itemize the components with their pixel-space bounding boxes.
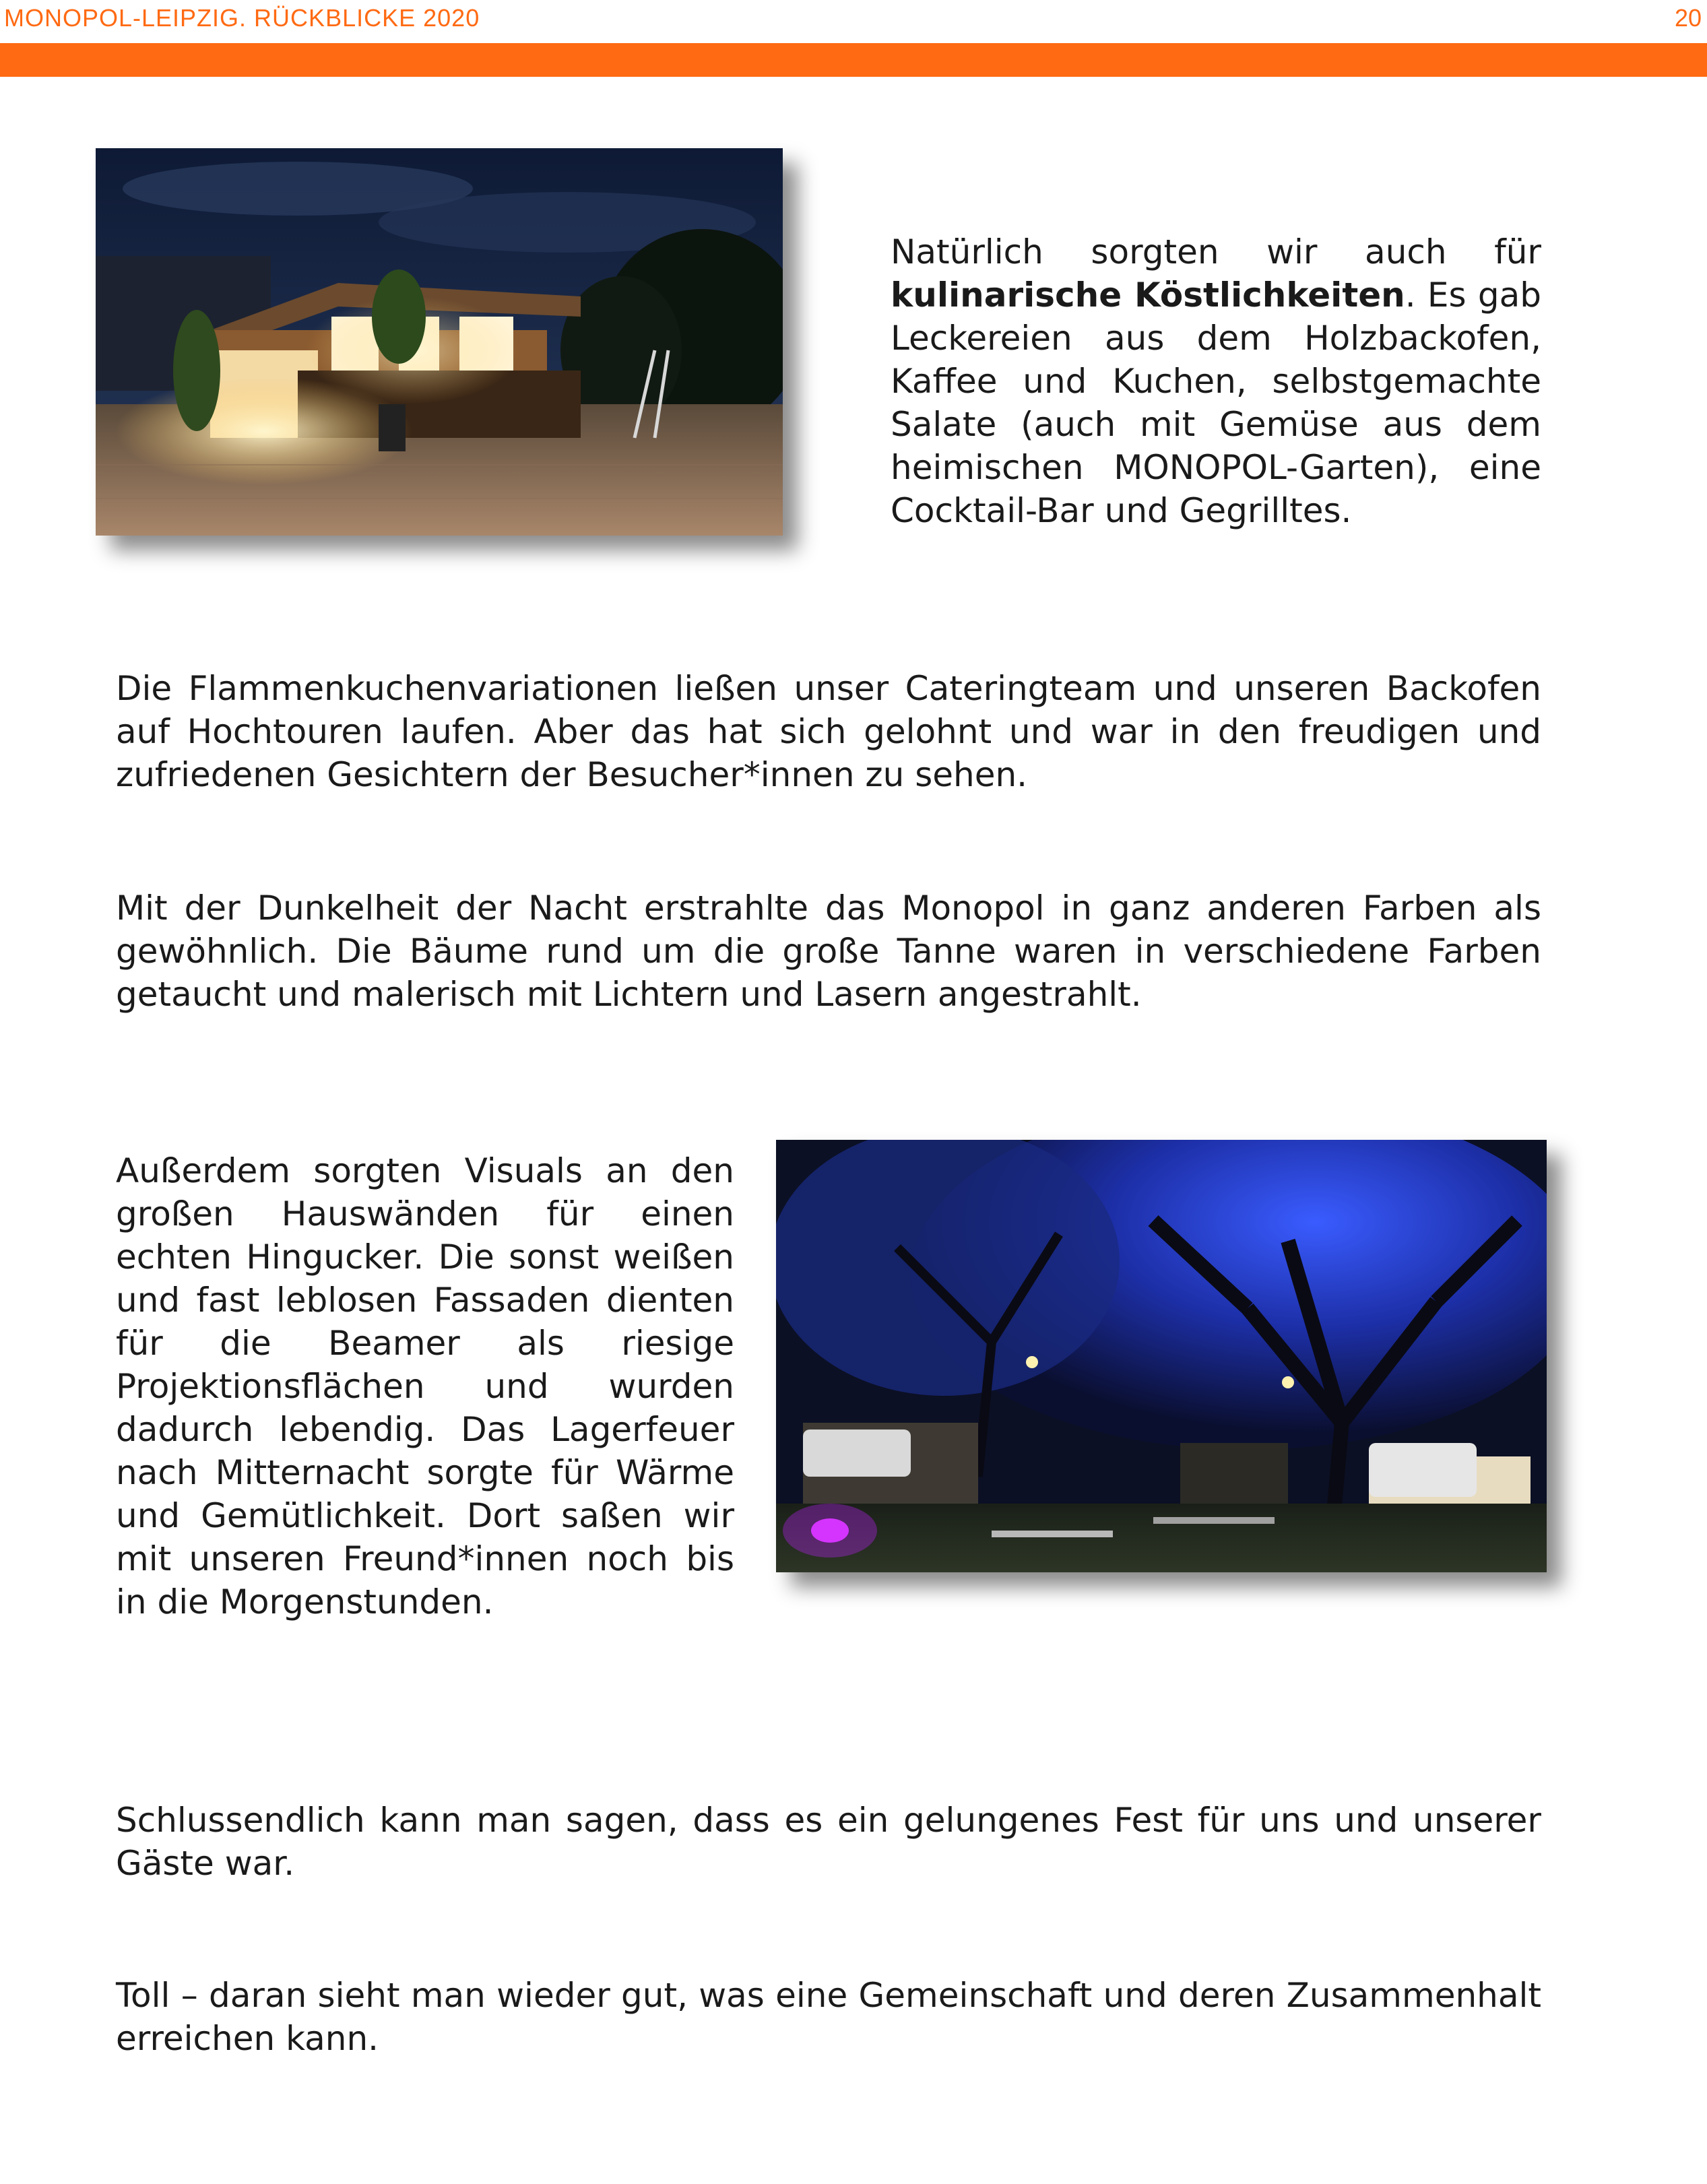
dunkelheit-paragraph: Mit der Dunkelheit der Nacht erstrahlte das Monopol in ganz anderen Farben als gewöhnlich. Die Bäume rund um die große Tanne waren in verschiedene Farben getaucht und malerisch mit Lichtern und Lasern angestrahlt. (116, 889, 1541, 1014)
header-accent-bar (0, 43, 1707, 77)
schluss-paragraph: Schlussendlich kann man sagen, dass es ein gelungenes Fest für uns und unserer Gäste war. (116, 1801, 1541, 1883)
intro-text-end: . Es gab Leckereien aus dem Holzbackofen, Kaffee und Kuchen, selbstgemachte Salate (auch mit Gemüse aus dem heimischen MONOPOL-Garten), eine Cocktail-Bar und Gegrilltes. (891, 276, 1541, 530)
photo-kiosk-at-night (96, 148, 783, 536)
flammkuchen-paragraph: Die Flammenkuchenvariationen ließen unser Cateringteam und unseren Backofen auf Hochtouren laufen. Aber das hat sich gelohnt und war in den freudigen und zufriedenen Gesichtern der Besucher*innen zu sehen. (116, 669, 1541, 794)
page-number: 20 (1674, 4, 1702, 32)
intro-text-start: Natürlich sorgten wir auch für (891, 232, 1541, 271)
intro-paragraph (891, 230, 1541, 532)
visuals-paragraph: Außerdem sorgten Visuals an den großen Hauswänden für einen echten Hingucker. Die sonst weißen und fast leblosen Fassaden dienten für die Beamer als riesige Projektionsflächen und wurden dadurch lebendig. Das Lagerfeuer nach Mitternacht sorgte für Wärme und Gemütlichkeit. Dort saßen wir mit unseren Freund*innen noch bis in die Morgenstunden. (116, 1151, 734, 1621)
toll-paragraph: Toll – daran sieht man wieder gut, was eine Gemeinschaft und deren Zusammenhalt erreichen kann. (116, 1976, 1541, 2058)
page-header (0, 0, 1707, 42)
photo-blue-lit-trees (776, 1140, 1547, 1572)
header-title: MONOPOL-LEIPZIG. RÜCKBLICKE 2020 (4, 4, 480, 32)
intro-bold-text: kulinarische Köstlichkeiten (891, 276, 1405, 315)
